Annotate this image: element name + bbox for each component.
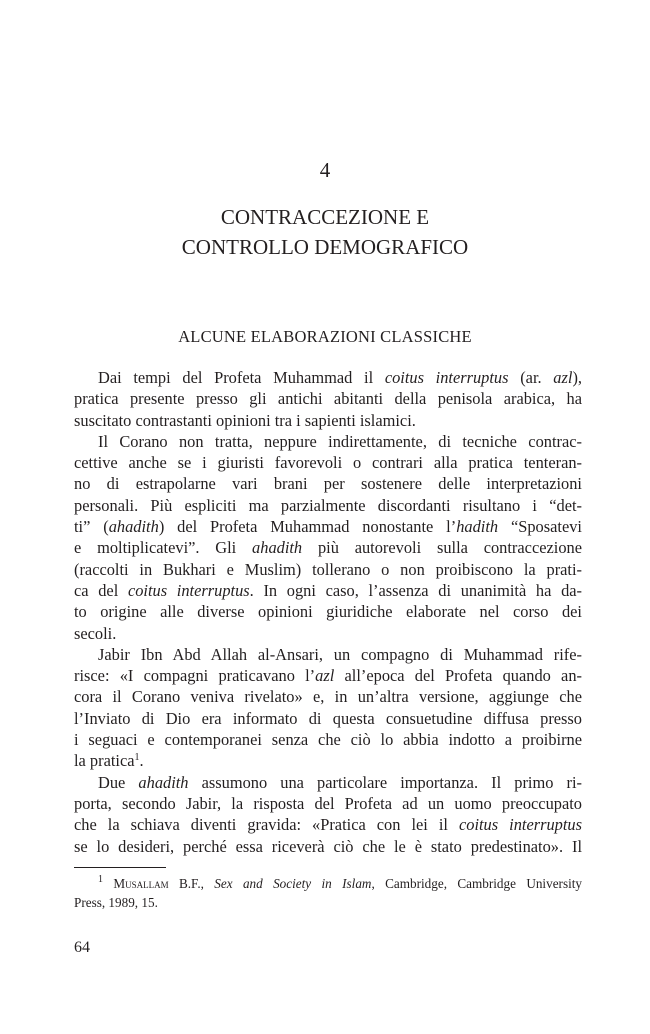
paragraph-2-line: ti” (ahadith) del Profeta Muhammad nonostante l’hadith “Sposatevi: [74, 517, 582, 537]
section-title: ALCUNE ELABORAZIONI CLASSICHE: [178, 327, 472, 346]
footnote-line: Press, 1989, 15.: [74, 895, 158, 910]
paragraph-2-line: Il Corano non tratta, neppure indirettamente, di tecniche contrac-: [98, 431, 582, 451]
paragraph-2-line: e moltiplicatevi”. Gli ahadith più autorevoli sulla contraccezione: [74, 538, 582, 558]
chapter-title-line-2: CONTROLLO DEMOGRAFICO: [181, 235, 469, 259]
footnote-line: $^1$ Musallam B.F., Sex and Society in Islam, Cambridge, Cambridge University: [98, 874, 582, 891]
paragraph-3-line: l’Inviato di Dio era informato di questa consuetudine diffusa presso: [74, 708, 582, 728]
paragraph-2-line: (raccolti in Bukhari e Muslim) tollerano o non proibiscono la prati-: [74, 559, 582, 579]
paragraph-1-line: pratica presente presso gli antichi abitanti della penisola arabica, ha: [74, 389, 582, 409]
footnote-reference[interactable]: 1: [134, 752, 140, 764]
chapter-title: [0, 202, 650, 262]
paragraph-3-line: la pratica$^1$.: [74, 751, 144, 771]
paragraph-1-line: suscitato contrastanti opinioni tra i sapienti islamici.: [74, 410, 416, 430]
chapter-title-line-1: CONTRACCEZIONE E: [220, 205, 430, 229]
paragraph-4-line: se lo desideri, perché essa riceverà ciò che le è stato predestinato». Il: [74, 836, 582, 856]
paragraph-2-line: ca del coitus interruptus. In ogni caso, l’assenza di unanimità ha da-: [74, 580, 583, 600]
chapter-number: 4: [319, 158, 331, 182]
paragraph-4-line: che la schiava diventi gravida: «Pratica con lei il coitus interruptus: [74, 815, 582, 835]
paragraph-3-line: Jabir Ibn Abd Allah al-Ansari, un compagno di Muhammad rife-: [98, 644, 582, 664]
paragraph-4-line: porta, secondo Jabir, la risposta del Profeta ad un uomo preoccupato: [74, 793, 582, 813]
paragraph-4-line: Due ahadith assumono una particolare importanza. Il primo ri-: [98, 772, 582, 792]
paragraph-3-line: risce: «I compagni praticavano l’azl all’epoca del Profeta quando an-: [74, 666, 582, 686]
body-text: [74, 367, 582, 857]
paragraph-1-line: Dai tempi del Profeta Muhammad il coitus interruptus (ar. azl),: [98, 368, 582, 387]
paragraph-3-line: cora il Corano veniva rivelato» e, in un’altra versione, aggiunge che: [74, 687, 582, 707]
paragraph-2-line: personali. Più espliciti ma parzialmente discordanti risultano i “det-: [74, 495, 582, 515]
paragraph-2-line: no di estrapolarne vari brani per sostenere delle interpretazioni: [74, 474, 582, 494]
footnote-mark: 1: [98, 874, 103, 885]
footnote: [74, 874, 582, 912]
page-number: 64: [74, 939, 90, 956]
paragraph-2-line: cettive anche se i giuristi favorevoli o contrari alla pratica tenteran-: [74, 453, 582, 473]
paragraph-2-line: to origine alle diverse opinioni giuridiche elaborate nel corso dei: [74, 602, 582, 622]
paragraph-3-line: i seguaci e contemporanei senza che ciò lo abbia indotto a proibirne: [74, 730, 582, 750]
footnote-separator: [74, 867, 166, 868]
paragraph-2-line: secoli.: [74, 623, 117, 643]
